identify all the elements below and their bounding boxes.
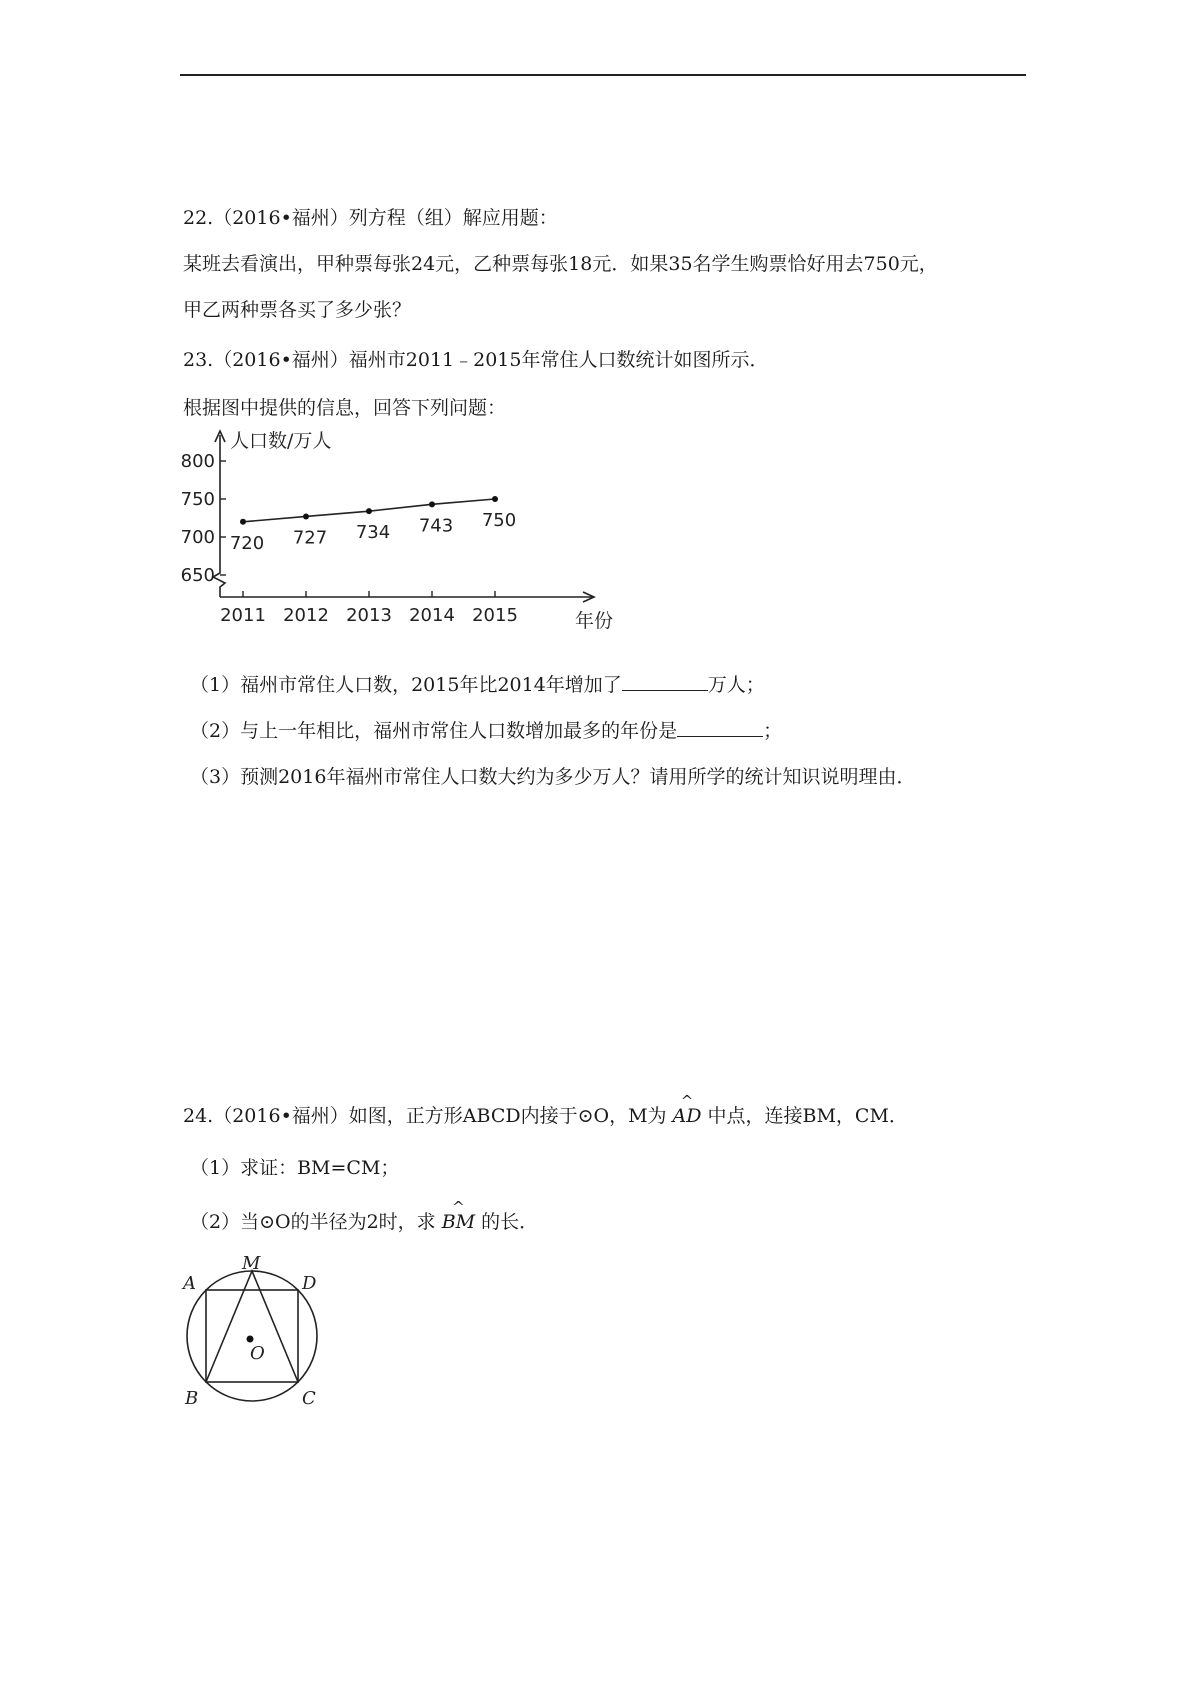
x-tick-label: 2014 (409, 605, 455, 626)
q22-line1: 某班去看演出，甲种票每张24元，乙种票每张18元．如果35名学生购票恰好用去750元， (183, 253, 938, 275)
data-point (429, 501, 435, 507)
q24-part2 (190, 1198, 539, 1235)
answer-blank-2 (677, 718, 763, 737)
data-point (492, 496, 498, 502)
q23-intro: 根据图中提供的信息，回答下列问题： (183, 397, 507, 419)
data-point (240, 519, 246, 525)
q23-part2-end: ； (763, 720, 783, 742)
q24-part2-end: 的长． (481, 1211, 539, 1233)
arc-ad (672, 1092, 702, 1129)
data-label: 720 (229, 532, 265, 554)
label-d: D (302, 1273, 317, 1294)
q24-title-end: 中点，连接BM，CM． (707, 1105, 908, 1127)
q23-part2-text: （2）与上一年相比，福州市常住人口数增加最多的年份是 (190, 720, 678, 742)
y-tick-label: 750 (180, 489, 215, 510)
arc-bm (441, 1198, 476, 1235)
q24-part2-text: （2）当⊙O的半径为2时，求 (190, 1211, 436, 1233)
q22-line2: 甲乙两种票各买了多少张？ (183, 299, 412, 321)
label-b: B (185, 1388, 199, 1409)
arc-hat-icon: ^ (452, 1198, 465, 1216)
answer-blank-1 (622, 672, 708, 691)
x-tick-label: 2015 (472, 605, 518, 626)
data-label: 727 (292, 527, 328, 549)
x-axis-title: 年份 (575, 610, 614, 632)
y-axis-title: 人口数/万人 (230, 430, 332, 452)
square-abcd (206, 1290, 298, 1382)
q22-title: 22.（2016•福州）列方程（组）解应用题： (183, 207, 558, 229)
triangle-bmc (206, 1271, 298, 1382)
data-label: 734 (355, 522, 391, 544)
y-tick-label: 650 (180, 565, 215, 586)
q23-title: 23.（2016•福州）福州市2011﹣2015年常住人口数统计如图所示． (183, 349, 769, 371)
arc-bm-label: BM (441, 1211, 476, 1233)
population-line-chart (175, 425, 625, 655)
square-in-circle-figure (180, 1255, 340, 1415)
center-point-o (247, 1336, 254, 1343)
header-rule (180, 74, 1026, 76)
data-label: 743 (418, 515, 454, 537)
q24-title (183, 1092, 908, 1129)
x-tick-label: 2011 (220, 605, 266, 626)
x-tick-label: 2013 (346, 605, 392, 626)
label-c: C (302, 1388, 316, 1409)
y-tick-label: 800 (180, 451, 215, 472)
arc-hat-icon: ^ (680, 1092, 694, 1110)
label-a: A (183, 1273, 196, 1294)
label-o: O (250, 1343, 265, 1364)
arc-ad-label: AD (672, 1105, 702, 1127)
data-label: 750 (481, 510, 517, 531)
label-m: M (242, 1255, 261, 1274)
q23-part1-unit: 万人； (707, 674, 765, 696)
q23-part1-text: （1）福州市常住人口数，2015年比2014年增加了 (190, 674, 622, 696)
q24-title-text: 24.（2016•福州）如图，正方形ABCD内接于⊙O，M为 (183, 1105, 667, 1127)
q23-part2 (190, 718, 782, 744)
q23-part3: （3）预测2016年福州市常住人口数大约为多少万人？请用所学的统计知识说明理由． (190, 766, 916, 788)
data-point (366, 508, 372, 514)
q24-part1: （1）求证：BM=CM； (190, 1157, 400, 1179)
x-tick-label: 2012 (283, 605, 329, 626)
y-tick-label: 700 (180, 527, 215, 548)
data-point (303, 513, 309, 519)
q23-part1 (190, 672, 765, 698)
